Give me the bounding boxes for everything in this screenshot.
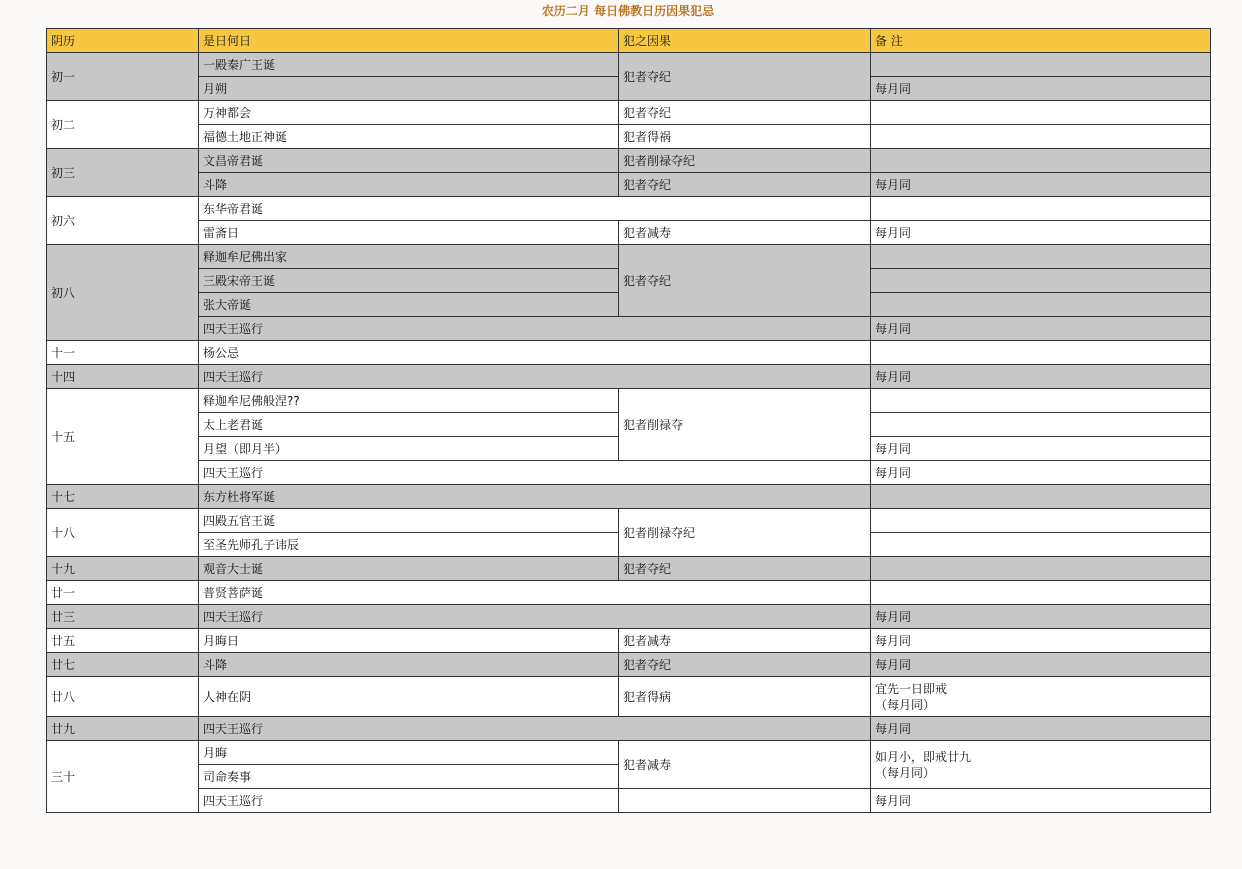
remark-cell: 每月同 bbox=[871, 461, 1211, 485]
remark-cell bbox=[871, 197, 1211, 221]
occasion-cell: 文昌帝君诞 bbox=[199, 149, 619, 173]
occasion-cell: 月晦日 bbox=[199, 629, 619, 653]
lunar-day-cell: 廿八 bbox=[47, 677, 199, 717]
consequence-cell: 犯者削禄夺 bbox=[619, 389, 871, 461]
lunar-day-cell: 初一 bbox=[47, 53, 199, 101]
table-row bbox=[47, 125, 1211, 149]
lunar-day-cell: 廿三 bbox=[47, 605, 199, 629]
occasion-cell: 普贤菩萨诞 bbox=[199, 581, 871, 605]
table-row bbox=[47, 461, 1211, 485]
remark-cell bbox=[871, 269, 1211, 293]
remark-line: 如月小，即戒廿九 bbox=[875, 749, 972, 764]
occasion-cell: 司命奏事 bbox=[199, 765, 619, 789]
occasion-cell: 万神都会 bbox=[199, 101, 619, 125]
remark-cell bbox=[871, 557, 1211, 581]
remark-cell bbox=[871, 413, 1211, 437]
remark-cell bbox=[871, 509, 1211, 533]
occasion-cell: 四天王巡行 bbox=[199, 789, 619, 813]
header-remarks: 备 注 bbox=[871, 29, 1211, 53]
remark-cell bbox=[871, 341, 1211, 365]
occasion-cell: 月望（即月半） bbox=[199, 437, 619, 461]
occasion-cell: 一殿秦广王诞 bbox=[199, 53, 619, 77]
header-row bbox=[47, 29, 1211, 53]
lunar-day-cell: 廿九 bbox=[47, 717, 199, 741]
table-row bbox=[47, 485, 1211, 509]
remark-cell bbox=[871, 677, 1211, 717]
occasion-cell: 观音大士诞 bbox=[199, 557, 619, 581]
table-row bbox=[47, 365, 1211, 389]
header-consequence: 犯之因果 bbox=[619, 29, 871, 53]
consequence-cell bbox=[619, 789, 871, 813]
header-lunar-day: 阴历 bbox=[47, 29, 199, 53]
consequence-cell: 犯者削禄夺纪 bbox=[619, 509, 871, 557]
occasion-cell: 太上老君诞 bbox=[199, 413, 619, 437]
table-row bbox=[47, 605, 1211, 629]
consequence-cell: 犯者夺纪 bbox=[619, 557, 871, 581]
table-row bbox=[47, 629, 1211, 653]
table-row bbox=[47, 101, 1211, 125]
table-row bbox=[47, 197, 1211, 221]
lunar-day-cell: 十一 bbox=[47, 341, 199, 365]
remark-cell bbox=[871, 389, 1211, 413]
occasion-cell: 四天王巡行 bbox=[199, 365, 871, 389]
remark-cell bbox=[871, 149, 1211, 173]
table-row bbox=[47, 341, 1211, 365]
page-title: 农历二月 每日佛教日历因果犯忌 bbox=[541, 4, 715, 18]
lunar-day-cell: 十七 bbox=[47, 485, 199, 509]
table-row bbox=[47, 389, 1211, 413]
table-row bbox=[47, 581, 1211, 605]
table-row bbox=[47, 509, 1211, 533]
remark-cell: 每月同 bbox=[871, 221, 1211, 245]
consequence-cell: 犯者减寿 bbox=[619, 629, 871, 653]
table-row bbox=[47, 717, 1211, 741]
remark-cell bbox=[871, 741, 1211, 789]
lunar-day-cell: 三十 bbox=[47, 741, 199, 813]
consequence-cell: 犯者夺纪 bbox=[619, 653, 871, 677]
occasion-cell: 释迦牟尼佛般涅?? bbox=[199, 389, 619, 413]
remark-cell: 每月同 bbox=[871, 317, 1211, 341]
remark-cell bbox=[871, 533, 1211, 557]
occasion-cell: 四天王巡行 bbox=[199, 605, 871, 629]
lunar-day-cell: 初六 bbox=[47, 197, 199, 245]
remark-cell bbox=[871, 581, 1211, 605]
remark-cell: 每月同 bbox=[871, 605, 1211, 629]
occasion-cell: 斗降 bbox=[199, 653, 619, 677]
header-occasion: 是日何日 bbox=[199, 29, 619, 53]
consequence-cell: 犯者削禄夺纪 bbox=[619, 149, 871, 173]
occasion-cell: 四殿五官王诞 bbox=[199, 509, 619, 533]
remark-cell: 每月同 bbox=[871, 437, 1211, 461]
occasion-cell: 斗降 bbox=[199, 173, 619, 197]
consequence-cell: 犯者夺纪 bbox=[619, 101, 871, 125]
lunar-day-cell: 十九 bbox=[47, 557, 199, 581]
remark-cell: 每月同 bbox=[871, 365, 1211, 389]
lunar-day-cell: 初八 bbox=[47, 245, 199, 341]
consequence-cell: 犯者夺纪 bbox=[619, 245, 871, 317]
remark-cell: 每月同 bbox=[871, 629, 1211, 653]
table-row bbox=[47, 653, 1211, 677]
consequence-cell: 犯者得病 bbox=[619, 677, 871, 717]
consequence-cell: 犯者减寿 bbox=[619, 221, 871, 245]
buddhist-calendar-table bbox=[46, 28, 1211, 813]
remark-cell: 每月同 bbox=[871, 653, 1211, 677]
occasion-cell: 月晦 bbox=[199, 741, 619, 765]
lunar-day-cell: 十四 bbox=[47, 365, 199, 389]
table-row bbox=[47, 149, 1211, 173]
remark-cell: 每月同 bbox=[871, 717, 1211, 741]
occasion-cell: 三殿宋帝王诞 bbox=[199, 269, 619, 293]
occasion-cell: 福德土地正神诞 bbox=[199, 125, 619, 149]
occasion-cell: 杨公忌 bbox=[199, 341, 871, 365]
occasion-cell: 四天王巡行 bbox=[199, 717, 871, 741]
occasion-cell: 至圣先师孔子讳辰 bbox=[199, 533, 619, 557]
lunar-day-cell: 初二 bbox=[47, 101, 199, 149]
table-row bbox=[47, 173, 1211, 197]
table-row bbox=[47, 557, 1211, 581]
table-row bbox=[47, 317, 1211, 341]
table-row bbox=[47, 741, 1211, 765]
occasion-cell: 人神在阴 bbox=[199, 677, 619, 717]
occasion-cell: 张大帝诞 bbox=[199, 293, 619, 317]
remark-cell bbox=[871, 293, 1211, 317]
consequence-cell: 犯者得祸 bbox=[619, 125, 871, 149]
lunar-day-cell: 廿一 bbox=[47, 581, 199, 605]
lunar-day-cell: 十八 bbox=[47, 509, 199, 557]
occasion-cell: 四天王巡行 bbox=[199, 317, 871, 341]
lunar-day-cell: 初三 bbox=[47, 149, 199, 197]
table-row bbox=[47, 789, 1211, 813]
occasion-cell: 四天王巡行 bbox=[199, 461, 871, 485]
remark-line: （每月同） bbox=[875, 765, 936, 780]
remark-line: 宜先一日即戒 bbox=[875, 681, 948, 696]
consequence-cell: 犯者夺纪 bbox=[619, 53, 871, 101]
occasion-cell: 月朔 bbox=[199, 77, 619, 101]
table-row bbox=[47, 677, 1211, 717]
table-row bbox=[47, 53, 1211, 77]
remark-cell: 每月同 bbox=[871, 173, 1211, 197]
remark-cell bbox=[871, 101, 1211, 125]
remark-cell: 每月同 bbox=[871, 789, 1211, 813]
occasion-cell: 东华帝君诞 bbox=[199, 197, 871, 221]
lunar-day-cell: 廿五 bbox=[47, 629, 199, 653]
consequence-cell: 犯者夺纪 bbox=[619, 173, 871, 197]
occasion-cell: 东方杜将军诞 bbox=[199, 485, 871, 509]
remark-cell bbox=[871, 485, 1211, 509]
occasion-cell: 雷斋日 bbox=[199, 221, 619, 245]
remark-cell: 每月同 bbox=[871, 77, 1211, 101]
occasion-cell: 释迦牟尼佛出家 bbox=[199, 245, 619, 269]
table-row bbox=[47, 221, 1211, 245]
remark-cell bbox=[871, 53, 1211, 77]
lunar-day-cell: 十五 bbox=[47, 389, 199, 485]
table-row bbox=[47, 245, 1211, 269]
consequence-cell: 犯者减寿 bbox=[619, 741, 871, 789]
lunar-day-cell: 廿七 bbox=[47, 653, 199, 677]
remark-cell bbox=[871, 245, 1211, 269]
remark-cell bbox=[871, 125, 1211, 149]
remark-line: （每月同） bbox=[875, 697, 936, 712]
